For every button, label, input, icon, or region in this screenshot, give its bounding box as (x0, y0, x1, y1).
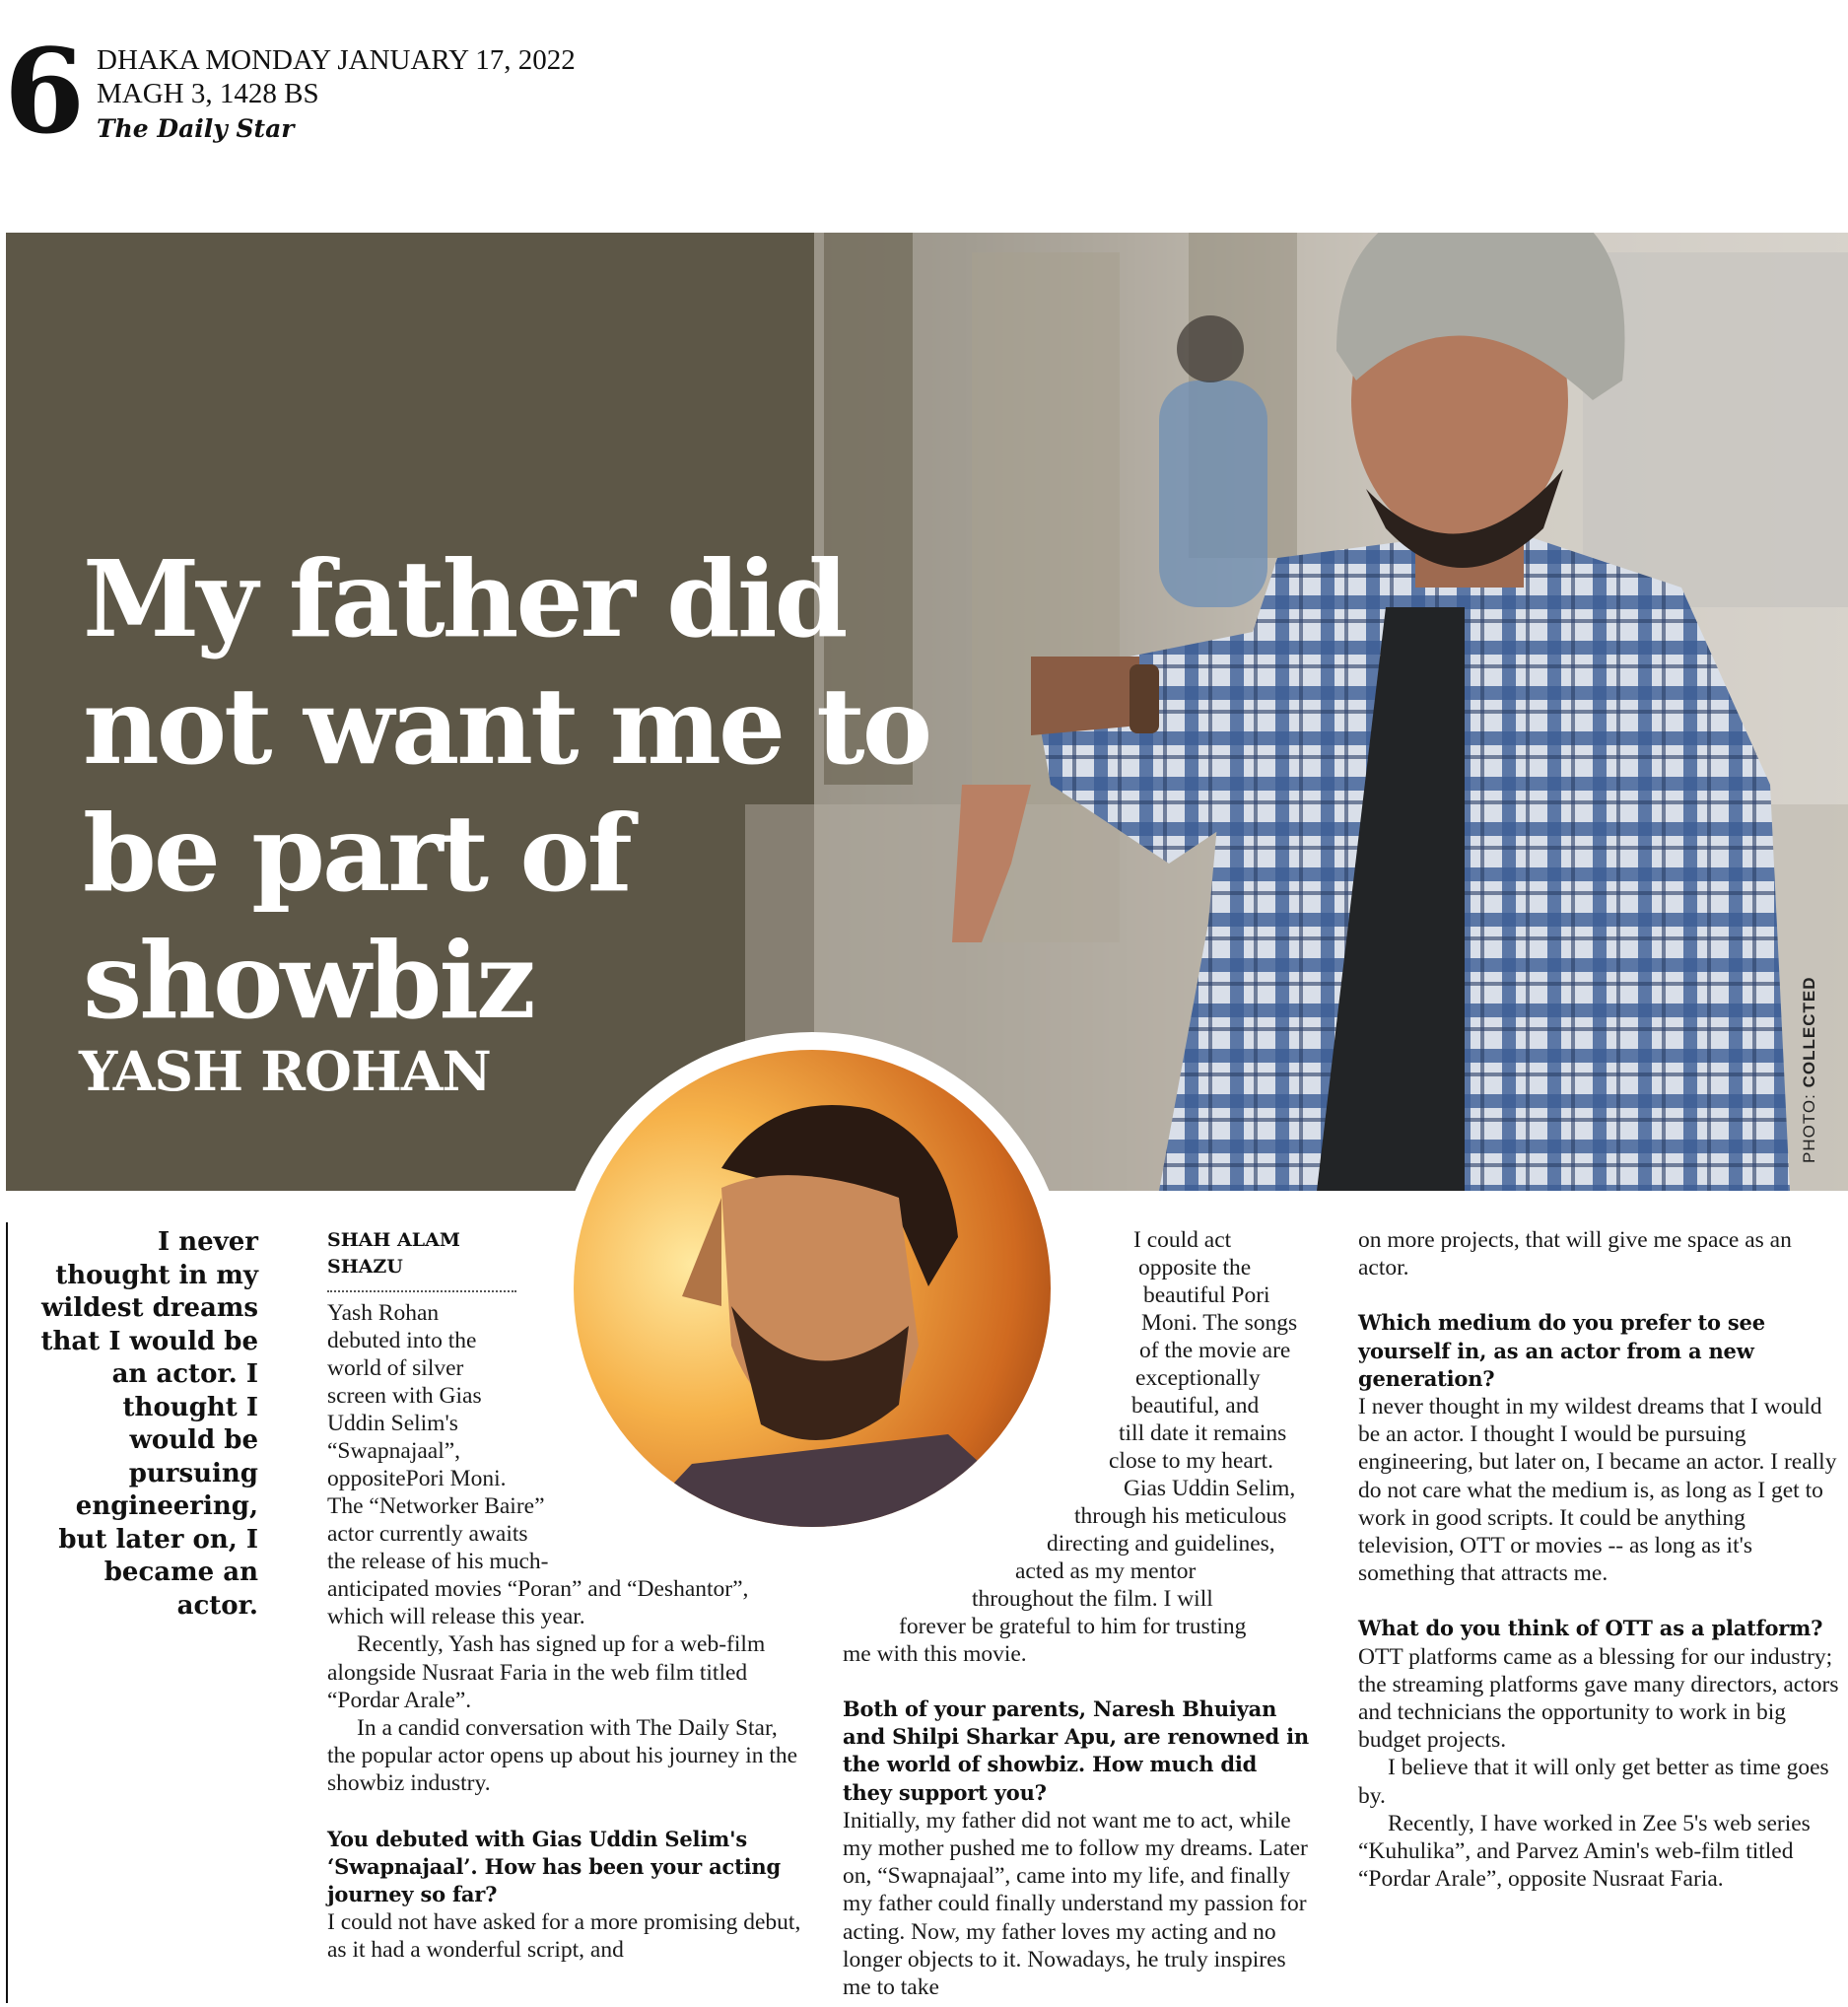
col3-line: of the movie are (1139, 1338, 1291, 1363)
col3-line: beautiful, and (1131, 1393, 1260, 1419)
col3-line: through his meticulous (1074, 1503, 1287, 1529)
col1-line: the release of his much- (327, 1549, 549, 1574)
answer-2-end: on more projects, that will give me space as an actor. (1358, 1227, 1792, 1281)
col3-line: Gias Uddin Selim, (1124, 1476, 1296, 1501)
col1-line: screen with Gias (327, 1383, 482, 1409)
col3-line: forever be grateful to him for trusting (899, 1614, 1247, 1639)
intro-paragraph-2: Recently, Yash has signed up for a web-film alongside Nusraat Faria in the web film titled “Pordar Arale”. (327, 1631, 766, 1713)
answer-4-p3: Recently, I have worked in Zee 5's web series “Kuhulika”, and Parvez Amin's web-film titled “Pordar Arale”, opposite Nusraat Faria. (1358, 1810, 1811, 1893)
col1-line: Uddin Selim's (327, 1411, 458, 1436)
intro-paragraph-3: In a candid conversation with The Daily Star, the popular actor opens up about his journey in the showbiz industry. (327, 1715, 798, 1797)
col3-line: Moni. The songs (1141, 1310, 1298, 1336)
col1-line: world of silver (327, 1355, 464, 1381)
question-1: You debuted with Gias Uddin Selim's ‘Swapnajaal’. How has been your acting journey so far? (327, 1826, 781, 1907)
photo-credit-value: COLLECTED (1800, 976, 1818, 1088)
article-column-3 (1358, 1226, 1841, 1893)
col1-line: actor currently awaits (327, 1521, 528, 1547)
col3-line: throughout the film. I will (972, 1586, 1213, 1612)
photo-credit (1800, 977, 1819, 1163)
question-3: Which medium do you prefer to see yourself in, as an actor from a new generation? (1358, 1310, 1765, 1391)
col3-line: till date it remains (1119, 1420, 1287, 1446)
dateline (97, 43, 576, 110)
col1-line: Yash Rohan (327, 1300, 440, 1326)
dateline-date: DHAKA MONDAY JANUARY 17, 2022 (97, 44, 576, 76)
answer-2: Initially, my father did not want me to act, while my mother pushed me to follow my dreams. Later on, “Swapnajaal”, came into my life, and finally my father could finally understand my passion for acting. Now, my father loves my acting and no longer objects to it. Nowadays, he truly inspires me to take (843, 1807, 1308, 2001)
subject-name: YASH ROHAN (79, 1039, 491, 1103)
masthead-logo: The Daily Star (97, 114, 295, 143)
col1-line: oppositePori Moni. (327, 1466, 507, 1491)
intro-paragraph-end: anticipated movies “Poran” and “Deshantor”, which will release this year. (327, 1576, 749, 1630)
inset-portrait-photo (574, 1050, 1051, 1527)
col1-line: debuted into the (327, 1328, 477, 1353)
answer-3: I never thought in my wildest dreams that I would be an actor. I thought I would be pursuing engineering, but later on, I became an actor. I really do not care what the medium is, as long as I get to work in good scripts. It could be anything television, OTT or movies -- as long as it's something that attracts me. (1358, 1394, 1837, 1587)
page-number: 6 (4, 23, 86, 160)
dateline-bangla-date: MAGH 3, 1428 BS (97, 78, 319, 109)
pull-quote: I never thought in my wildest dreams that I would be an actor. I thought I would be pursuing engineering, but later on, I became an actor. (40, 1227, 258, 1621)
photo-credit-label: PHOTO: (1800, 1087, 1818, 1163)
col1-line: The “Networker Baire” (327, 1493, 545, 1519)
col3-line: directing and guidelines, (1047, 1531, 1275, 1557)
col3-line: opposite the (1138, 1255, 1252, 1280)
headline: My father did not want me to be part of showbiz (83, 538, 930, 1043)
left-column-rule (6, 1222, 8, 2003)
col3-line: exceptionally (1135, 1365, 1261, 1391)
col3-line: me with this movie. (843, 1641, 1027, 1667)
col3-line: I could act (1133, 1227, 1232, 1253)
col3-line: beautiful Pori (1143, 1282, 1270, 1308)
answer-1-start: I could not have asked for a more promising debut, as it had a wonderful script, and (327, 1909, 801, 1964)
answer-4-p2: I believe that it will only get better as time goes by. (1358, 1755, 1829, 1809)
answer-4-p1: OTT platforms came as a blessing for our industry; the streaming platforms gave many directors, actors and technicians the opportunity to work in big budget projects. (1358, 1643, 1839, 1754)
col3-line: close to my heart. (1109, 1448, 1274, 1474)
col1-line: “Swapnajaal”, (327, 1438, 461, 1464)
author-byline: SHAH ALAM SHAZU (327, 1227, 516, 1292)
question-2: Both of your parents, Naresh Bhuiyan and Shilpi Sharkar Apu, are renowned in the world of showbiz. How much did they support you? (843, 1696, 1309, 1805)
col3-line: acted as my mentor (1015, 1558, 1197, 1584)
article-column-1 (327, 1575, 810, 1965)
question-4: What do you think of OTT as a platform? (1358, 1616, 1823, 1641)
article-column-2 (843, 1696, 1311, 2001)
